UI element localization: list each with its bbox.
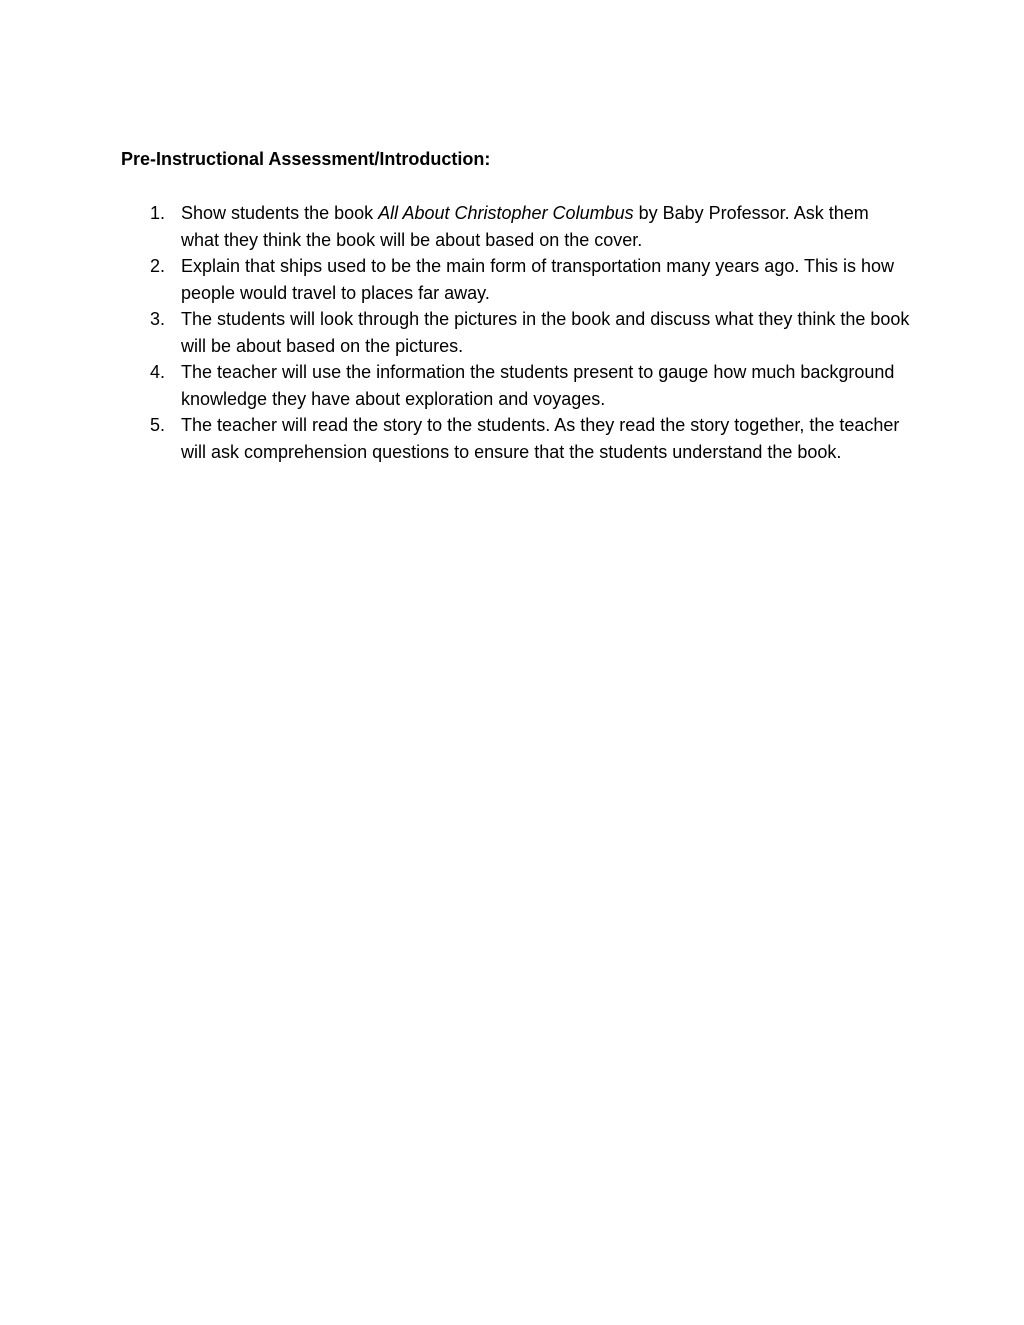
list-item-text: The teacher will read the story to the students. As they read the story together, the teacher will ask comprehension questions to ensure that the students understand the book. [181, 415, 900, 462]
list-item-3 [150, 306, 910, 359]
list-item-number: 4. [150, 362, 166, 382]
list-item-text-after-title: by Baby Professor. Ask them what they think the book will be about based on the cover. [181, 203, 869, 250]
list-item-text: The students will look through the pictures in the book and discuss what they think the book will be about based on the pictures. [181, 309, 910, 356]
list-item-5 [150, 412, 910, 465]
list-item-number: 3. [150, 309, 166, 329]
list-item-text: The teacher will use the information the students present to gauge how much background knowledge they have about exploration and voyages. [181, 362, 895, 409]
list-item-4 [150, 359, 910, 412]
list-item-number: 5. [150, 415, 166, 435]
list-item-text: Explain that ships used to be the main form of transportation many years ago. This is how people would travel to places far away. [181, 256, 895, 303]
list-item-text-before-title: Show students the book [181, 203, 379, 223]
list-item-number: 1. [150, 203, 166, 223]
list-item-2 [150, 253, 910, 306]
instruction-list [150, 200, 910, 465]
list-item-1 [150, 200, 910, 253]
list-item-text [181, 200, 910, 253]
section-heading: Pre-Instructional Assessment/Introduction: [121, 149, 491, 169]
list-item-number: 2. [150, 256, 166, 276]
book-title: All About Christopher Columbus [378, 203, 634, 223]
